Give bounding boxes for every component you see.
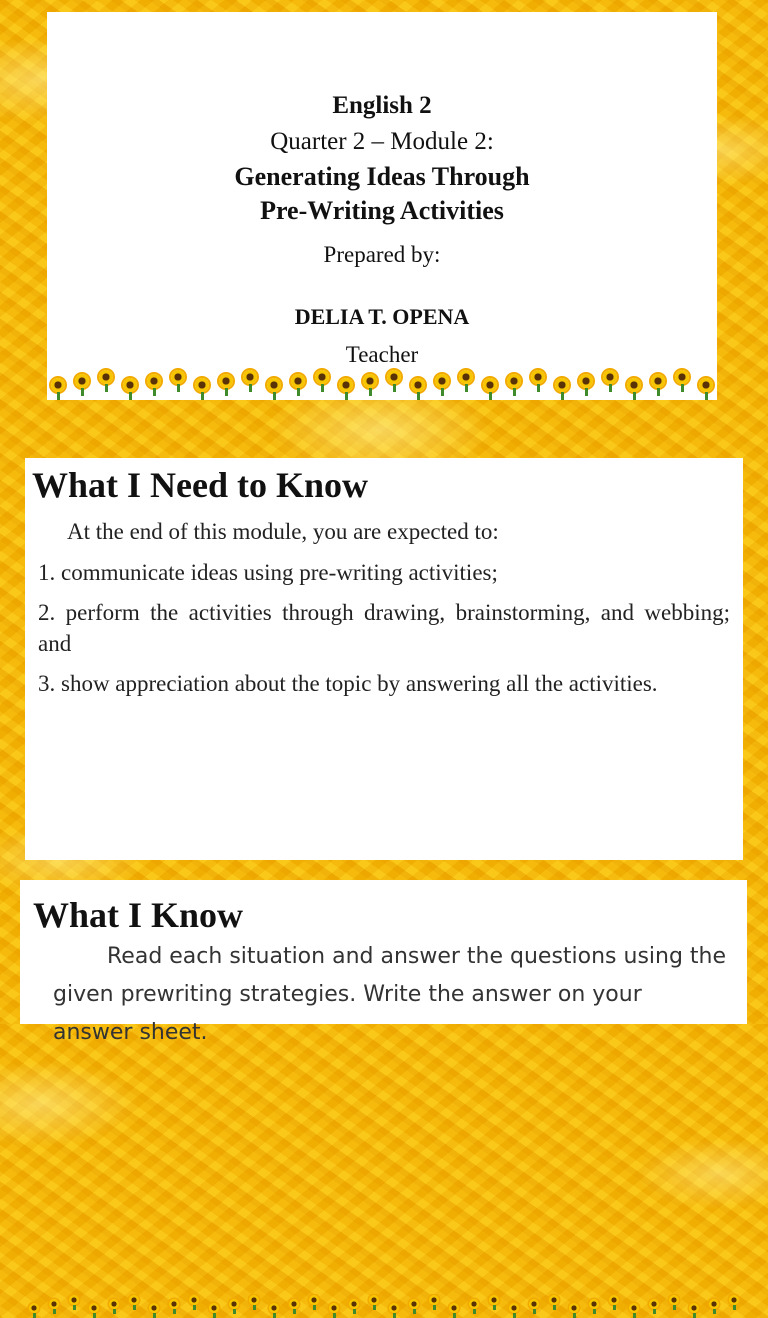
- sunflower-icon: [147, 374, 161, 396]
- quarter-module: Quarter 2 – Module 2:: [270, 128, 494, 155]
- sunflower-icon: [309, 1295, 319, 1310]
- sunflower-icon: [529, 1299, 539, 1314]
- sunflower-icon: [49, 1299, 59, 1314]
- sunflower-icon: [229, 1299, 239, 1314]
- sunflower-icon: [389, 1303, 399, 1318]
- sunflower-icon: [289, 1299, 299, 1314]
- sunflower-icon: [51, 378, 65, 400]
- subject-title: English 2: [332, 92, 432, 119]
- sunflower-icon: [75, 374, 89, 396]
- sunflower-icon: [627, 378, 641, 400]
- sunflower-icon: [169, 1299, 179, 1314]
- sunflower-icon: [243, 370, 257, 392]
- sunflower-icon: [709, 1299, 719, 1314]
- objective-item: 2. perform the activities through drawing, brainstorming, and webbing; and: [38, 600, 730, 656]
- sunflower-icon: [699, 378, 713, 400]
- sunflower-icon: [579, 374, 593, 396]
- cover-slide: [47, 12, 717, 400]
- sunflower-icon: [569, 1303, 579, 1318]
- sunflower-icon: [675, 370, 689, 392]
- sunflower-icon: [189, 1295, 199, 1310]
- sunflower-icon: [449, 1303, 459, 1318]
- objectives-body: [38, 516, 730, 708]
- sunflower-icon: [363, 374, 377, 396]
- sunflower-icon: [329, 1303, 339, 1318]
- sunflower-icon: [129, 1295, 139, 1310]
- sunflower-border: [25, 1294, 743, 1318]
- sunflower-icon: [249, 1295, 259, 1310]
- sunflower-icon: [291, 374, 305, 396]
- sunflower-icon: [429, 1295, 439, 1310]
- objective-item: 1. communicate ideas using pre-writing activities;: [38, 560, 498, 585]
- sunflower-icon: [509, 1303, 519, 1318]
- sunflower-icon: [549, 1295, 559, 1310]
- module-subtitle-line2: Pre-Writing Activities: [260, 196, 504, 225]
- what-i-know-heading: What I Know: [33, 895, 244, 935]
- sunflower-icon: [339, 378, 353, 400]
- sunflower-icon: [387, 370, 401, 392]
- sunflower-icon: [149, 1303, 159, 1318]
- sunflower-icon: [589, 1299, 599, 1314]
- instructions-text: [53, 938, 727, 1052]
- sunflower-border: [47, 364, 717, 400]
- sunflower-icon: [609, 1295, 619, 1310]
- author-name: DELIA T. OPENA: [294, 304, 470, 329]
- sunflower-icon: [435, 374, 449, 396]
- sunflower-icon: [349, 1299, 359, 1314]
- sunflower-icon: [269, 1303, 279, 1318]
- instructions-sentence: Read each situation and answer the questions using the given prewriting strategies. Write the answer on your answer sheet.: [53, 944, 727, 1045]
- need-to-know-heading: What I Need to Know: [32, 465, 369, 505]
- sunflower-icon: [209, 1303, 219, 1318]
- sunflower-icon: [729, 1295, 739, 1310]
- sunflower-icon: [489, 1295, 499, 1310]
- sunflower-icon: [507, 374, 521, 396]
- objectives-intro: At the end of this module, you are expected to:: [67, 519, 499, 544]
- what-i-know-slide: [20, 880, 747, 1045]
- module-subtitle-line1: Generating Ideas Through: [234, 162, 530, 191]
- module-subtitle: [47, 160, 717, 228]
- sunflower-icon: [69, 1295, 79, 1310]
- author-role: Teacher: [345, 342, 419, 367]
- sunflower-icon: [669, 1295, 679, 1310]
- sunflower-icon: [409, 1299, 419, 1314]
- sunflower-icon: [689, 1303, 699, 1318]
- sunflower-icon: [99, 370, 113, 392]
- sunflower-icon: [123, 378, 137, 400]
- sunflower-icon: [171, 370, 185, 392]
- objective-item: 3. show appreciation about the topic by answering all the activities.: [38, 671, 658, 696]
- sunflower-icon: [369, 1295, 379, 1310]
- sunflower-icon: [629, 1303, 639, 1318]
- sunflower-icon: [651, 374, 665, 396]
- sunflower-icon: [649, 1299, 659, 1314]
- sunflower-icon: [603, 370, 617, 392]
- sunflower-icon: [411, 378, 425, 400]
- sunflower-icon: [195, 378, 209, 400]
- sunflower-icon: [315, 370, 329, 392]
- sunflower-icon: [219, 374, 233, 396]
- prepared-by-label: Prepared by:: [323, 242, 441, 267]
- sunflower-icon: [109, 1299, 119, 1314]
- sunflower-icon: [89, 1303, 99, 1318]
- sunflower-icon: [469, 1299, 479, 1314]
- sunflower-icon: [483, 378, 497, 400]
- sunflower-icon: [267, 378, 281, 400]
- need-to-know-slide: [25, 458, 743, 860]
- sunflower-icon: [555, 378, 569, 400]
- sunflower-icon: [29, 1303, 39, 1318]
- sunflower-icon: [531, 370, 545, 392]
- sunflower-icon: [459, 370, 473, 392]
